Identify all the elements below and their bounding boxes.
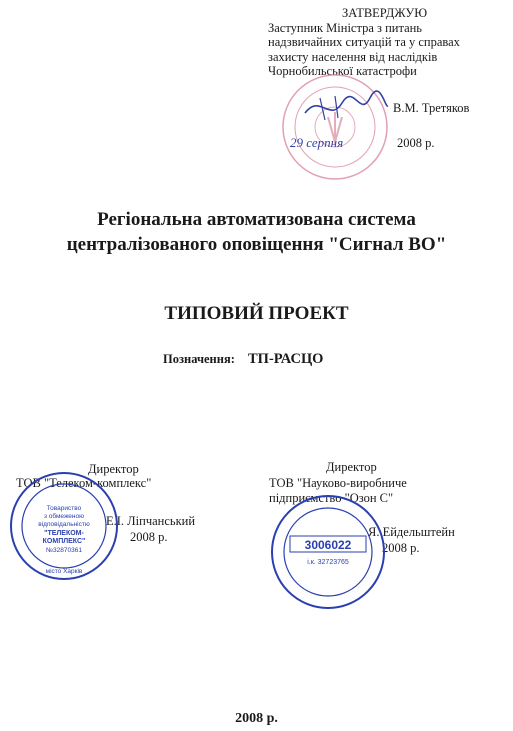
signature-mark (300, 88, 390, 128)
designation-label: Позначення: (163, 352, 235, 366)
approval-date-handwritten: 29 серпня (290, 135, 344, 150)
document-title (30, 207, 483, 257)
stamp-text: відповідальністю (38, 521, 90, 528)
footer-year: 2008 р. (235, 711, 278, 726)
designation (163, 351, 323, 368)
stamp-text: 3006022 (304, 538, 352, 552)
left-date: 2008 р. (130, 530, 168, 544)
right-role: Директор (326, 460, 377, 474)
right-name: Я. Ейдельштейн (368, 525, 455, 539)
approval-date: 2008 р. (397, 136, 435, 150)
stamp-text: Товариство (46, 505, 82, 512)
project-heading: ТИПОВИЙ ПРОЕКТ (164, 303, 349, 324)
stamp-text: і.к. 32723765 (307, 559, 349, 566)
approval-header: ЗАТВЕРДЖУЮ (342, 6, 428, 20)
left-org: ТОВ "Телеком-комплекс" (16, 476, 152, 490)
left-name: Е.І. Ліпчанський (106, 514, 196, 528)
telecom-stamp (8, 470, 120, 582)
stamp-text: "ТЕЛЕКОМ- (44, 530, 84, 537)
right-org-line: підприємство "Озон С" (269, 491, 394, 505)
approval-line: Чорнобильської катастрофи (268, 64, 417, 78)
stamp-text: №32870361 (46, 547, 82, 554)
right-date: 2008 р. (382, 541, 420, 555)
title-line: Регіональна автоматизована система (97, 209, 416, 230)
approval-block (268, 6, 508, 79)
ozon-stamp (268, 492, 388, 612)
right-org-line: ТОВ "Науково-виробниче (269, 476, 407, 490)
approval-line: Заступник Міністра з питань (268, 20, 423, 35)
stamp-text: КОМПЛЕКС" (42, 538, 86, 545)
approval-signatory: В.М. Третяков (393, 101, 470, 115)
stamp-text: місто Харків (45, 568, 83, 575)
left-role: Директор (88, 462, 139, 476)
approval-line: захисту населення від наслідків (268, 49, 438, 64)
title-line: централізованого оповіщення "Сигнал ВО" (66, 234, 447, 255)
approval-line: надзвичайних ситуацій та у справах (268, 35, 460, 49)
stamp-text: з обмеженою (43, 513, 85, 520)
designation-value: ТП-РАСЦО (248, 351, 324, 367)
